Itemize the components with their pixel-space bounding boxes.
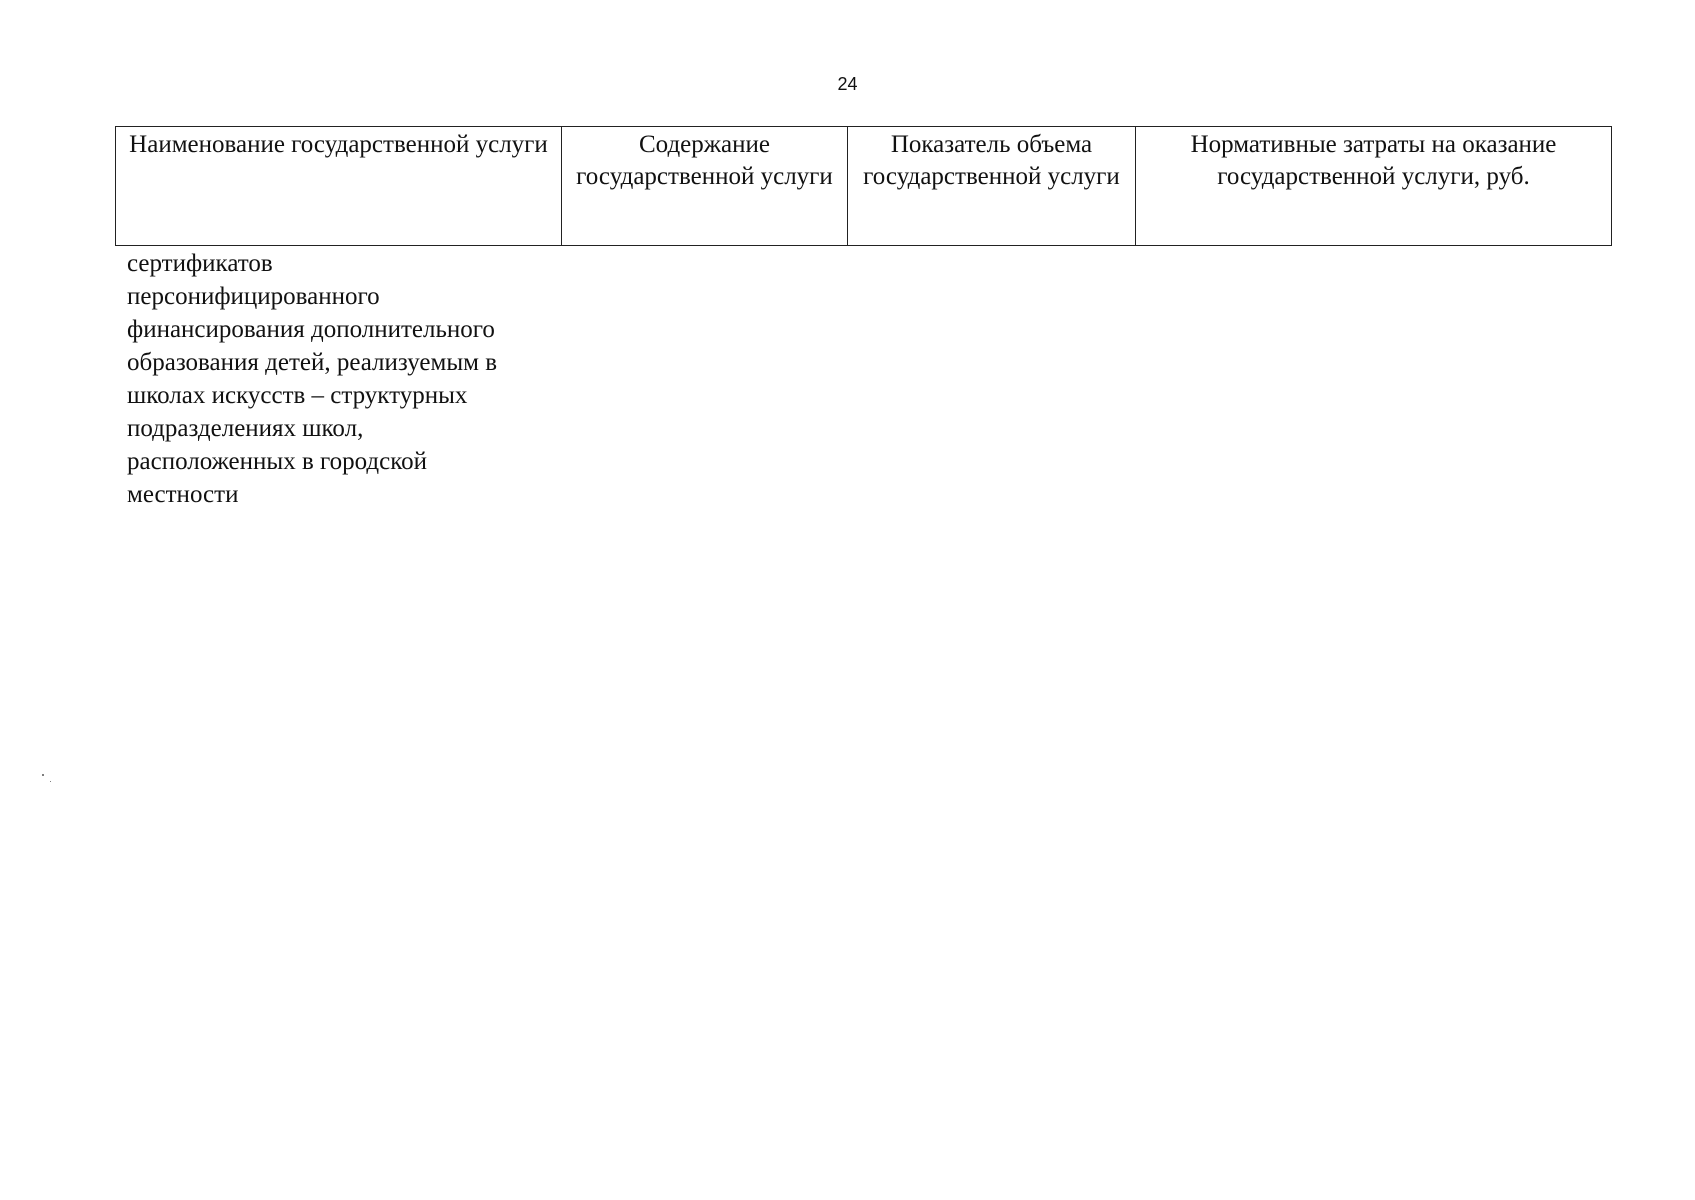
- page-number: 24: [837, 74, 858, 94]
- table-header-row: [116, 127, 1612, 246]
- header-volume-indicator: Показатель объема государственной услуги: [848, 127, 1136, 246]
- services-header-table: [115, 126, 1612, 246]
- header-service-content: Содержание государственной услуги: [562, 127, 848, 246]
- header-normative-costs: Нормативные затраты на оказание государственной услуги, руб.: [1136, 127, 1612, 246]
- service-name-continuation: сертификатов персонифицированного финансирования дополнительного образования детей, реализуемым в школах искусств – структурных подразделениях школ, расположенных в городской местности: [127, 250, 498, 508]
- scan-speck: [42, 774, 44, 776]
- scan-speck: [50, 781, 51, 782]
- header-service-name: Наименование государственной услуги: [116, 127, 562, 246]
